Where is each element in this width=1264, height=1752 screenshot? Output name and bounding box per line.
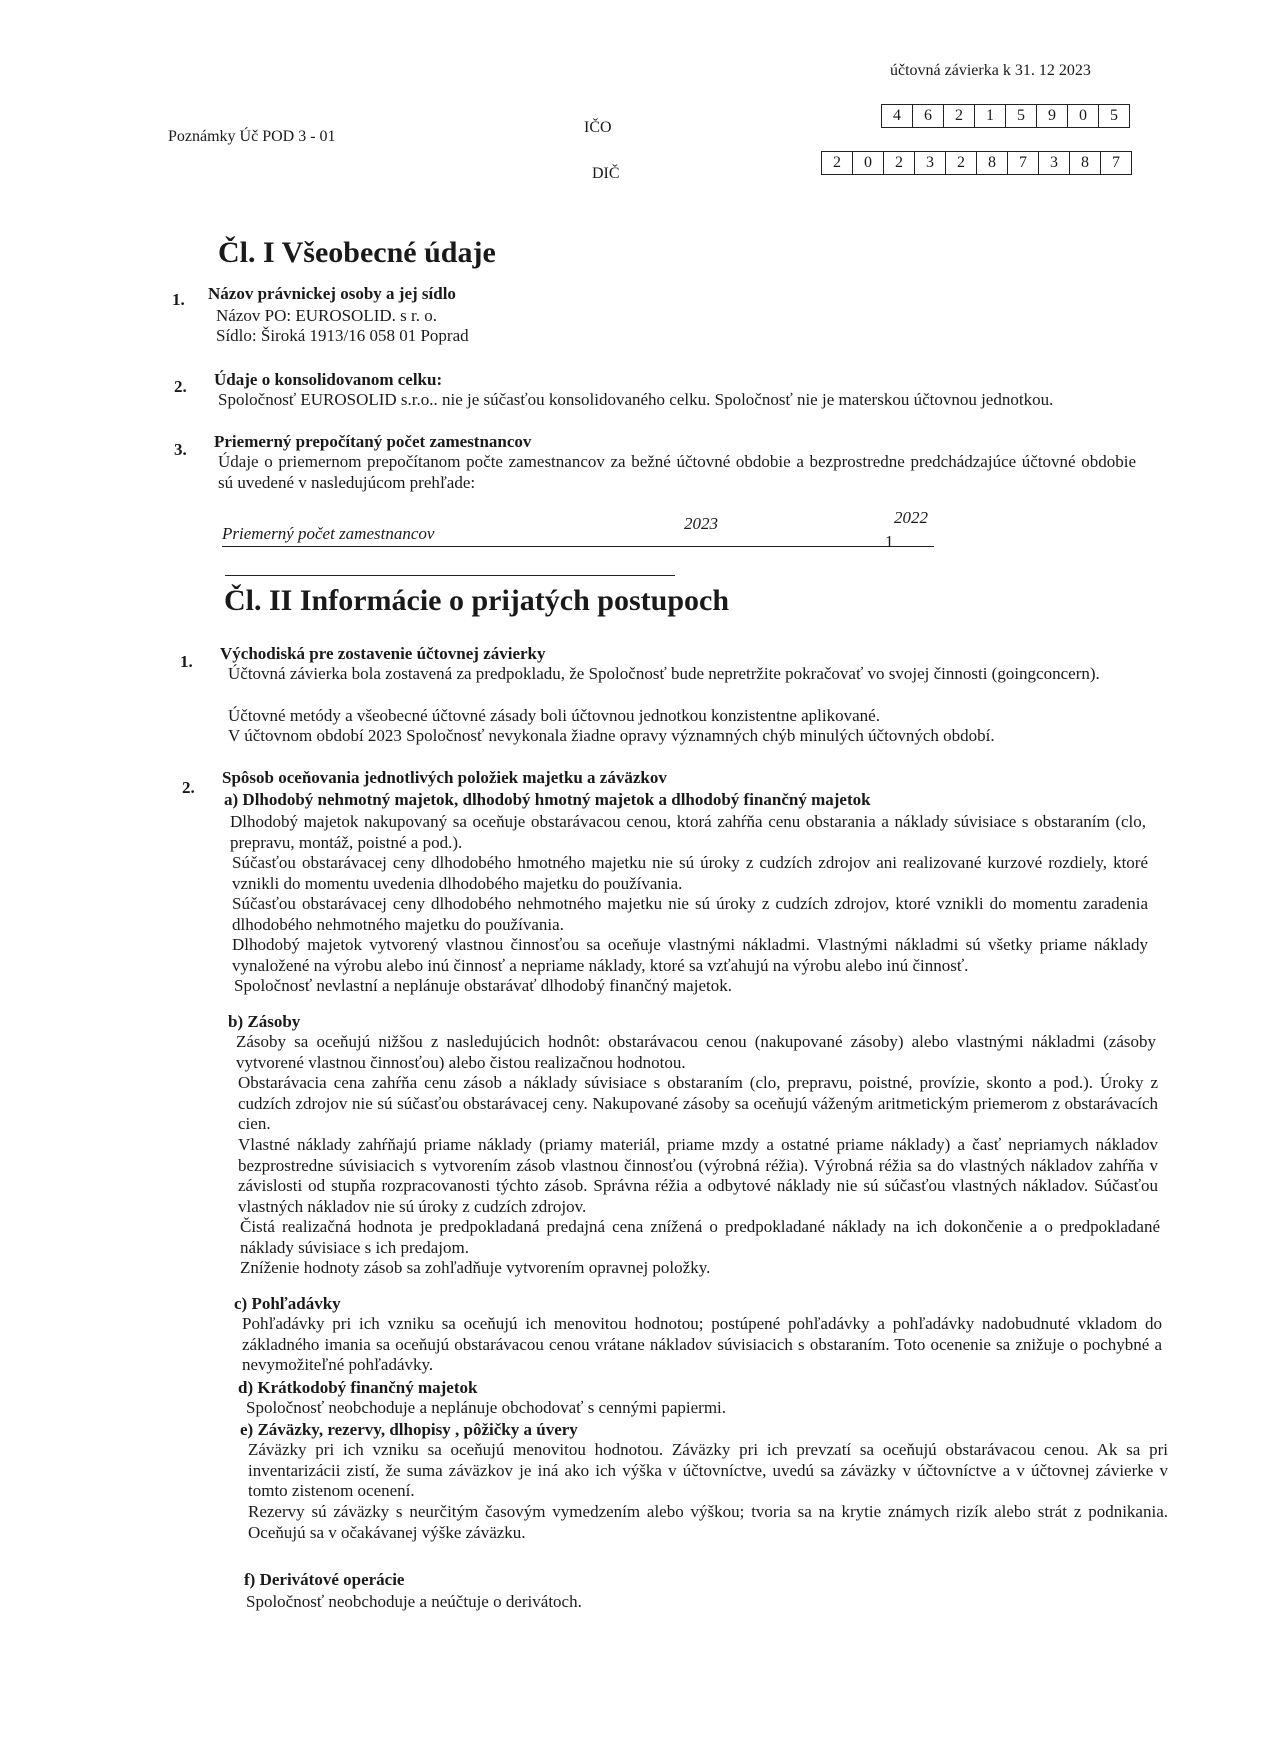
subheading-d: d) Krátkodobý finančný majetok [238,1378,478,1397]
company-seat: Sídlo: Široká 1913/16 058 01 Poprad [216,326,469,345]
subheading-b: b) Zásoby [228,1012,301,1031]
form-code: Poznámky Úč POD 3 - 01 [168,128,336,145]
paragraph: Vlastné náklady zahŕňajú priame náklady (priamy materiál, priame mzdy a ostatné priame náklady) a časť nepriamych nákladov bezprostredne súvisiacich s vytvorením zásob vlastnou činnosťou (výrobná réžia). Výrobná réžia sa do vlastných nákladov zahŕňa v závislosti od stupňa rozpracovanosti týchto zásob. Správna réžia a odbytové náklady nie sú súčasťou vlastných nákladov. Súčasťou vlastných nákladov nie sú úroky z cudzích zdrojov. [238,1135,1158,1216]
dic-label: DIČ [592,165,620,182]
dic-digit: 2 [884,152,915,174]
ico-digit: 2 [944,105,975,127]
item-heading: Priemerný prepočítaný počet zamestnancov [214,432,532,451]
subheading-a: a) Dlhodobý nehmotný majetok, dlhodobý hmotný majetok a dlhodobý finančný majetok [224,790,871,809]
ico-digit: 6 [913,105,944,127]
item-text: Spoločnosť EUROSOLID s.r.o.. nie je súčasťou konsolidovaného celku. Spoločnosť nie je materskou účtovnou jednotkou. [218,390,1054,409]
dic-digit: 7 [1112,154,1120,171]
dic-digit: 3 [915,152,946,174]
section-1-title: Čl. I Všeobecné údaje [218,236,496,269]
item-heading: Východiská pre zostavenie účtovnej závierky [220,644,546,663]
item-heading: Názov právnickej osoby a jej sídlo [208,284,456,303]
ico-digit: 1 [975,105,1006,127]
ico-boxes [881,104,1130,128]
item-number: 3. [174,440,187,459]
item-text: Účtovná závierka bola zostavená za predpokladu, že Spoločnosť bude nepretržite pokračovať vo svojej činnosti (goingconcern). [228,664,1100,683]
item-heading: Údaje o konsolidovanom celku: [214,370,443,389]
dic-boxes [821,151,1132,175]
item-number: 1. [172,290,185,309]
paragraph: Obstarávacia cena zahŕňa cenu zásob a náklady súvisiace s obstaraním (clo, prepravu, poistné, provízie, skonto a pod.). Úroky z cudzích zdrojov nie sú súčasťou obstarávacej ceny. Nakupované zásoby sa oceňujú váženým aritmetickým priemerom z obstarávacích cien. [238,1073,1158,1133]
ico-digit: 5 [1006,105,1037,127]
paragraph: Dlhodobý majetok vytvorený vlastnou činnosťou sa oceňuje vlastnými nákladmi. Vlastnými nákladmi sú všetky priame náklady vynaložené na výrobu alebo inú činnosť a nepriame náklady, ktoré sa vzťahujú na výrobu alebo inú činnosť. [232,935,1148,975]
dic-digit: 3 [1039,152,1070,174]
paragraph: Zásoby sa oceňujú nižšou z nasledujúcich hodnôt: obstarávacou cenou (nakupované zásoby) alebo vlastnými nákladmi (zásoby vytvorené vlastnou činnosťou) alebo čistou realizačnou hodnotou. [236,1032,1156,1072]
employee-table-row [222,508,934,547]
paragraph: Zníženie hodnoty zásob sa zohľadňuje vytvorením opravnej položky. [240,1258,711,1277]
subheading-c: c) Pohľadávky [234,1294,341,1313]
dic-digit: 8 [1070,152,1101,174]
paragraph: Dlhodobý majetok nakupovaný sa oceňuje obstarávacou cenou, ktorá zahŕňa cenu obstarania a náklady súvisiace s obstaraním (clo, prepravu, montáž, poistné a pod.). [230,812,1146,852]
paragraph: Záväzky pri ich vzniku sa oceňujú menovitou hodnotou. Záväzky pri ich prevzatí sa oceňujú obstarávacou cenou. Ak sa pri inventarizácii zistí, že suma záväzkov je iná ako ich výška v účtovníctve, uvedú sa záväzky v účtovníctve a v účtovnej závierke v tomto zistenom ocenení. [248,1440,1168,1500]
ico-digit: 0 [1068,105,1099,127]
paragraph: Čistá realizačná hodnota je predpokladaná predajná cena znížená o predpokladané náklady na ich dokončenie a o predpokladané náklady súvisiace s ich predajom. [240,1217,1160,1257]
section-2-title: Čl. II Informácie o prijatých postupoch [224,584,730,617]
table-col-2023: 2023 [684,514,718,533]
item-number: 1. [180,652,193,671]
table-label: Priemerný počet zamestnancov [222,524,435,543]
item-number: 2. [182,778,195,797]
paragraph: Spoločnosť nevlastní a neplánuje obstarávať dlhodobý finančný majetok. [234,976,732,995]
paragraph: Súčasťou obstarávacej ceny dlhodobého hmotného majetku nie sú úroky z cudzích zdrojov ani realizované kurzové rozdiely, ktoré vznikli do momentu uvedenia dlhodobého majetku do používania. [232,853,1148,893]
dic-digit: 7 [1008,152,1039,174]
dic-digit: 2 [822,152,853,174]
period-label: účtovná závierka k 31. 12 2023 [890,62,1091,79]
subheading-e: e) Záväzky, rezervy, dlhopisy , pôžičky a úvery [240,1420,578,1439]
ico-digit: 9 [1037,105,1068,127]
paragraph: Rezervy sú záväzky s neurčitým časovým vymedzením alebo výškou; tvoria sa na krytie známych rizík alebo strát z podnikania. Oceňujú sa v očakávanej výške záväzku. [248,1502,1168,1542]
item-text: Účtovné metódy a všeobecné účtovné zásady boli účtovnou jednotkou konzistentne aplikované. [228,706,880,725]
item-heading: Spôsob oceňovania jednotlivých položiek majetku a záväzkov [222,768,667,787]
divider [225,575,675,576]
paragraph: Pohľadávky pri ich vzniku sa oceňujú ich menovitou hodnotou; postúpené pohľadávky a pohľadávky nadobudnuté vkladom do základného imania sa oceňujú obstarávacou cenou vrátane nákladov súvisiacich s obstaraním. Toto ocenenie sa znižuje o pochybné a nevymožiteľné pohľadávky. [242,1314,1162,1374]
item-text: V účtovnom období 2023 Spoločnosť nevykonala žiadne opravy významných chýb minulých účtovných období. [228,726,995,745]
table-value-2022: 1 [885,532,894,551]
item-number: 2. [174,377,187,396]
item-text: Údaje o priemernom prepočítanom počte zamestnancov za bežné účtovné obdobie a bezprostredne predchádzajúce účtovné obdobie sú uvedené v nasledujúcom prehľade: [218,452,1136,492]
ico-label: IČO [584,119,612,136]
ico-digit: 4 [882,105,913,127]
paragraph: Súčasťou obstarávacej ceny dlhodobého nehmotného majetku nie sú úroky z cudzích zdrojov, ktoré vznikli do momentu zaradenia dlhodobého nehmotného majetku do používania. [232,894,1148,934]
subheading-f: f) Derivátové operácie [244,1570,405,1589]
ico-digit: 5 [1110,107,1118,124]
dic-digit: 0 [853,152,884,174]
dic-digit: 2 [946,152,977,174]
company-name: Názov PO: EUROSOLID. s r. o. [216,306,437,325]
dic-digit: 8 [977,152,1008,174]
paragraph: Spoločnosť neobchoduje a neúčtuje o derivátoch. [246,1592,582,1611]
table-col-2022: 2022 [894,508,928,527]
paragraph: Spoločnosť neobchoduje a neplánuje obchodovať s cennými papiermi. [246,1398,727,1417]
